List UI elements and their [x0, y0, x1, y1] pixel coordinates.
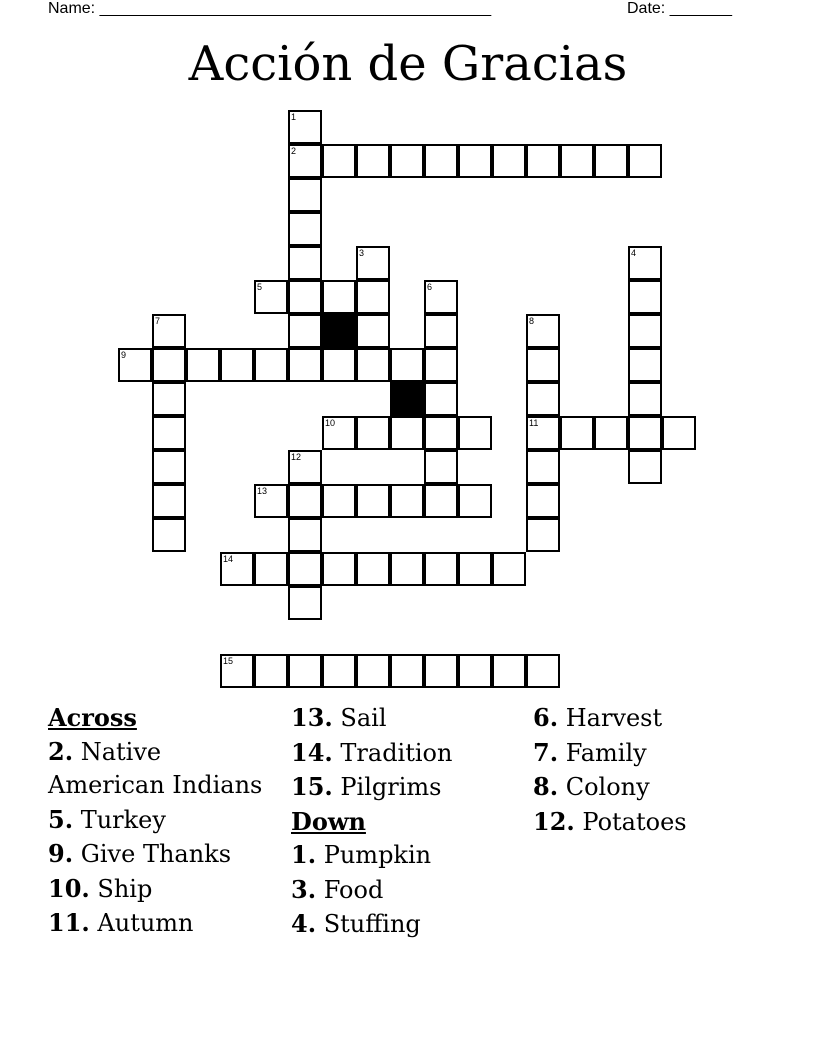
crossword-cell[interactable]	[424, 314, 458, 348]
across-clue-13	[291, 701, 526, 736]
clue-text: Autumn	[97, 909, 194, 937]
across-heading: Across	[48, 703, 137, 732]
crossword-cell[interactable]	[424, 416, 458, 450]
clue-column-3	[533, 701, 783, 839]
across-clue-11	[48, 906, 283, 941]
crossword-cell[interactable]	[492, 144, 526, 178]
crossword-cell[interactable]	[424, 654, 458, 688]
crossword-cell[interactable]	[526, 348, 560, 382]
crossword-cell[interactable]	[118, 348, 152, 382]
crossword-cell[interactable]	[492, 654, 526, 688]
down-clue-1	[291, 838, 526, 873]
crossword-cell[interactable]	[152, 416, 186, 450]
crossword-cell[interactable]	[288, 586, 322, 620]
crossword-cell[interactable]	[424, 484, 458, 518]
down-clue-3	[291, 873, 526, 908]
clue-text: Stuffing	[323, 910, 421, 938]
crossword-cell[interactable]	[152, 348, 186, 382]
crossword-cell[interactable]	[288, 314, 322, 348]
crossword-cell[interactable]	[628, 416, 662, 450]
clue-text: Pumpkin	[323, 841, 432, 869]
crossword-cell[interactable]	[628, 314, 662, 348]
crossword-cell[interactable]	[322, 416, 356, 450]
clue-number: 6.	[533, 703, 559, 732]
clue-number: 8.	[533, 772, 559, 801]
crossword-cell[interactable]	[526, 144, 560, 178]
down-clue-7	[533, 736, 783, 771]
clue-number: 3.	[291, 874, 317, 904]
cell-number: 1	[291, 112, 297, 122]
clue-text: Potatoes	[582, 807, 687, 836]
down-clue-4	[291, 907, 526, 942]
crossword-cell[interactable]	[390, 552, 424, 586]
crossword-cell[interactable]	[288, 518, 322, 552]
cell-number: 14	[223, 554, 234, 564]
black-square	[390, 382, 424, 416]
crossword-cell[interactable]	[424, 280, 458, 314]
clue-text: Pilgrims	[340, 773, 442, 801]
crossword-cell[interactable]	[220, 552, 254, 586]
across-clue-15	[291, 770, 526, 805]
cell-number: 7	[155, 316, 161, 326]
crossword-cell[interactable]	[254, 280, 288, 314]
cell-number: 6	[427, 282, 433, 292]
crossword-cell[interactable]	[356, 144, 390, 178]
crossword-cell[interactable]	[458, 144, 492, 178]
crossword-cell[interactable]	[526, 450, 560, 484]
crossword-cell[interactable]	[152, 314, 186, 348]
crossword-cell[interactable]	[186, 348, 220, 382]
clue-number: 10.	[48, 873, 90, 903]
crossword-cell[interactable]	[594, 144, 628, 178]
crossword-cell[interactable]	[628, 144, 662, 178]
crossword-cell[interactable]	[424, 382, 458, 416]
clue-text: Sail	[340, 704, 387, 732]
crossword-cell[interactable]	[424, 450, 458, 484]
cell-number: 11	[529, 418, 539, 428]
crossword-cell[interactable]	[322, 484, 356, 518]
clue-number: 14.	[291, 737, 333, 767]
crossword-cell[interactable]	[526, 416, 560, 450]
crossword-cell[interactable]	[322, 552, 356, 586]
cell-number: 10	[325, 418, 336, 428]
crossword-cell[interactable]	[288, 212, 322, 246]
clue-number: 4.	[291, 909, 317, 938]
crossword-cell[interactable]	[458, 484, 492, 518]
crossword-cell[interactable]	[254, 348, 288, 382]
crossword-cell[interactable]	[492, 552, 526, 586]
crossword-cell[interactable]	[288, 144, 322, 178]
clue-text: Ship	[97, 874, 153, 903]
crossword-cell[interactable]	[458, 552, 492, 586]
cell-number: 3	[359, 248, 365, 258]
clue-text: Family	[565, 738, 647, 767]
crossword-cell[interactable]	[288, 280, 322, 314]
clue-column-1	[48, 701, 283, 941]
cell-number: 9	[121, 350, 127, 360]
crossword-cell[interactable]	[526, 314, 560, 348]
cell-number: 8	[529, 316, 535, 326]
clue-text: Native American Indians	[48, 737, 263, 799]
crossword-cell[interactable]	[322, 144, 356, 178]
down-clue-6	[533, 701, 783, 736]
clue-text: Turkey	[80, 805, 166, 834]
cell-number: 12	[291, 452, 302, 462]
crossword-cell[interactable]	[356, 246, 390, 280]
crossword-cell[interactable]	[288, 484, 322, 518]
clue-number: 13.	[291, 703, 333, 732]
crossword-cell[interactable]	[288, 178, 322, 212]
across-clue-14	[291, 736, 526, 771]
name-field-label: Name: ____________________________________________	[48, 0, 492, 17]
crossword-cell[interactable]	[356, 552, 390, 586]
crossword-cell[interactable]	[220, 654, 254, 688]
crossword-cell[interactable]	[424, 144, 458, 178]
crossword-cell[interactable]	[526, 518, 560, 552]
crossword-cell[interactable]	[390, 484, 424, 518]
crossword-cell[interactable]	[356, 348, 390, 382]
crossword-cell[interactable]	[526, 382, 560, 416]
crossword-cell[interactable]	[322, 654, 356, 688]
clue-number: 15.	[291, 772, 333, 801]
crossword-cell[interactable]	[628, 348, 662, 382]
cell-number: 4	[631, 248, 637, 258]
clue-text: Food	[323, 875, 384, 904]
crossword-cell[interactable]	[152, 484, 186, 518]
crossword-cell[interactable]	[254, 654, 288, 688]
down-clue-8	[533, 770, 783, 805]
crossword-cell[interactable]	[662, 416, 696, 450]
crossword-cell[interactable]	[390, 348, 424, 382]
crossword-cell[interactable]	[594, 416, 628, 450]
date-field-label: Date: _______	[627, 0, 732, 17]
clue-number: 5.	[48, 804, 74, 834]
crossword-cell[interactable]	[560, 144, 594, 178]
crossword-cell[interactable]	[288, 348, 322, 382]
crossword-cell[interactable]	[288, 654, 322, 688]
clue-number: 9.	[48, 839, 74, 868]
crossword-cell[interactable]	[628, 382, 662, 416]
crossword-cell[interactable]	[356, 280, 390, 314]
page-title: Acción de Gracias	[188, 36, 628, 92]
crossword-cell[interactable]	[288, 552, 322, 586]
clue-text: Harvest	[565, 704, 663, 732]
crossword-cell[interactable]	[152, 450, 186, 484]
crossword-cell[interactable]	[288, 110, 322, 144]
crossword-cell[interactable]	[220, 348, 254, 382]
crossword-cell[interactable]	[288, 246, 322, 280]
crossword-cell[interactable]	[458, 416, 492, 450]
crossword-cell[interactable]	[356, 416, 390, 450]
crossword-cell[interactable]	[424, 552, 458, 586]
cell-number: 13	[257, 486, 268, 496]
black-square	[322, 314, 356, 348]
crossword-cell[interactable]	[390, 654, 424, 688]
clue-text: Tradition	[340, 738, 453, 767]
crossword-cell[interactable]	[152, 518, 186, 552]
crossword-cell[interactable]	[356, 314, 390, 348]
crossword-cell[interactable]	[322, 348, 356, 382]
down-heading: Down	[291, 806, 366, 836]
crossword-cell[interactable]	[356, 484, 390, 518]
across-clue-5	[48, 803, 283, 838]
crossword-cell[interactable]	[458, 654, 492, 688]
crossword-cell[interactable]	[628, 246, 662, 280]
crossword-cell[interactable]	[390, 144, 424, 178]
crossword-cell[interactable]	[526, 654, 560, 688]
crossword-cell[interactable]	[254, 484, 288, 518]
clue-number: 11.	[48, 908, 90, 937]
crossword-cell[interactable]	[254, 552, 288, 586]
down-clue-12	[533, 805, 783, 840]
crossword-cell[interactable]	[152, 382, 186, 416]
crossword-cell[interactable]	[628, 280, 662, 314]
across-clue-10	[48, 872, 283, 907]
crossword-cell[interactable]	[560, 416, 594, 450]
clue-number: 12.	[533, 806, 575, 836]
clue-number: 1.	[291, 840, 317, 869]
across-clue-2	[48, 735, 283, 803]
crossword-cell[interactable]	[526, 484, 560, 518]
across-clue-9	[48, 837, 283, 872]
cell-number: 15	[223, 656, 234, 666]
clue-text: Colony	[565, 773, 650, 801]
clue-number: 7.	[533, 737, 559, 767]
crossword-cell[interactable]	[322, 280, 356, 314]
clue-number: 2.	[48, 736, 74, 766]
clue-column-2	[291, 701, 526, 942]
clue-text: Give Thanks	[80, 840, 232, 868]
crossword-cell[interactable]	[628, 450, 662, 484]
cell-number: 2	[291, 146, 297, 156]
crossword-cell[interactable]	[356, 654, 390, 688]
crossword-cell[interactable]	[424, 348, 458, 382]
crossword-cell[interactable]	[288, 450, 322, 484]
crossword-cell[interactable]	[390, 416, 424, 450]
cell-number: 5	[257, 282, 263, 292]
